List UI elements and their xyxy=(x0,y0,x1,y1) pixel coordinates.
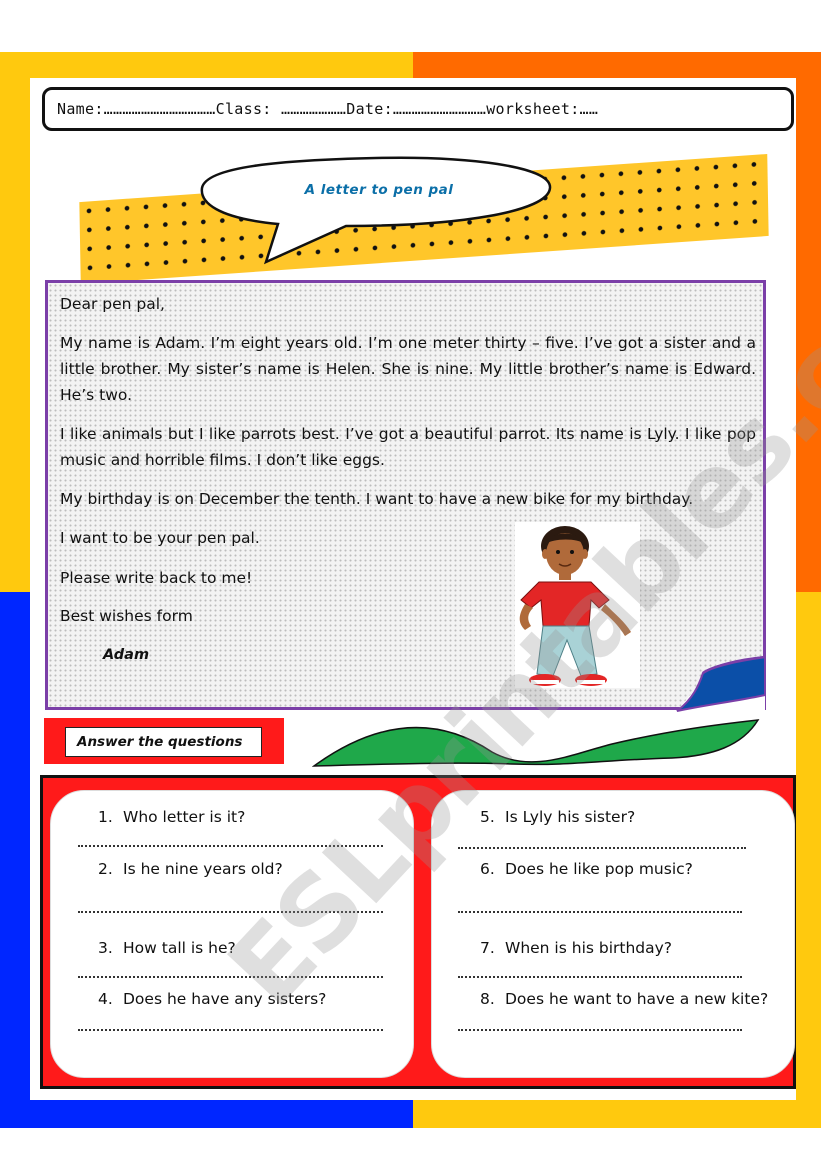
letter-paragraph: My name is Adam. I’m eight years old. I’m one meter thirty – five. I’ve got a sister and a little brother. My sister’s name is Helen. She is nine. My little brother’s name is Edward. He’s two. xyxy=(60,334,756,404)
question-item: 8. Does he want to have a new kite? xyxy=(480,990,769,1008)
letter-closing: Best wishes form xyxy=(60,607,193,625)
letter-box xyxy=(45,280,766,710)
answer-line[interactable] xyxy=(78,911,383,913)
worksheet-title: A letter to pen pal xyxy=(304,182,454,198)
green-wave-decoration xyxy=(312,716,760,768)
letter-paragraph: My birthday is on December the tenth. I want to have a new bike for my birthday. xyxy=(60,490,694,508)
question-item: 2. Is he nine years old? xyxy=(98,860,283,878)
letter-greeting: Dear pen pal, xyxy=(60,295,165,313)
boy-illustration xyxy=(515,522,640,688)
letter-signature: Adam xyxy=(103,647,150,663)
question-item: 6. Does he like pop music? xyxy=(480,860,693,878)
letter-paragraph: I like animals but I like parrots best. I’ve got a beautiful parrot. Its name is Lyly. I like pop music and horrible films. I don’t like eggs. xyxy=(60,425,756,469)
page-curl xyxy=(675,655,768,712)
question-item: 1. Who letter is it? xyxy=(98,808,246,826)
student-info-box xyxy=(42,87,794,131)
questions-panel-right xyxy=(431,790,795,1078)
questions-panel-left xyxy=(50,790,414,1078)
student-info-line: Name:………………………………Class: …………………Date:…………………………worksheet:…… xyxy=(57,100,599,118)
question-item: 4. Does he have any sisters? xyxy=(98,990,327,1008)
question-item: 7. When is his birthday? xyxy=(480,939,673,957)
answer-line[interactable] xyxy=(458,1029,742,1031)
answer-line[interactable] xyxy=(458,911,742,913)
letter-paragraph: Please write back to me! xyxy=(60,569,253,587)
answer-line[interactable] xyxy=(458,847,746,849)
letter-paragraph: I want to be your pen pal. xyxy=(60,529,260,547)
answer-line[interactable] xyxy=(78,1029,383,1031)
question-item: 5. Is Lyly his sister? xyxy=(480,808,636,826)
speech-bubble xyxy=(196,150,556,268)
answer-line[interactable] xyxy=(458,976,742,978)
answer-line[interactable] xyxy=(78,976,383,978)
question-item: 3. How tall is he? xyxy=(98,939,236,957)
answer-questions-label: Answer the questions xyxy=(65,727,262,757)
answer-line[interactable] xyxy=(78,845,383,847)
